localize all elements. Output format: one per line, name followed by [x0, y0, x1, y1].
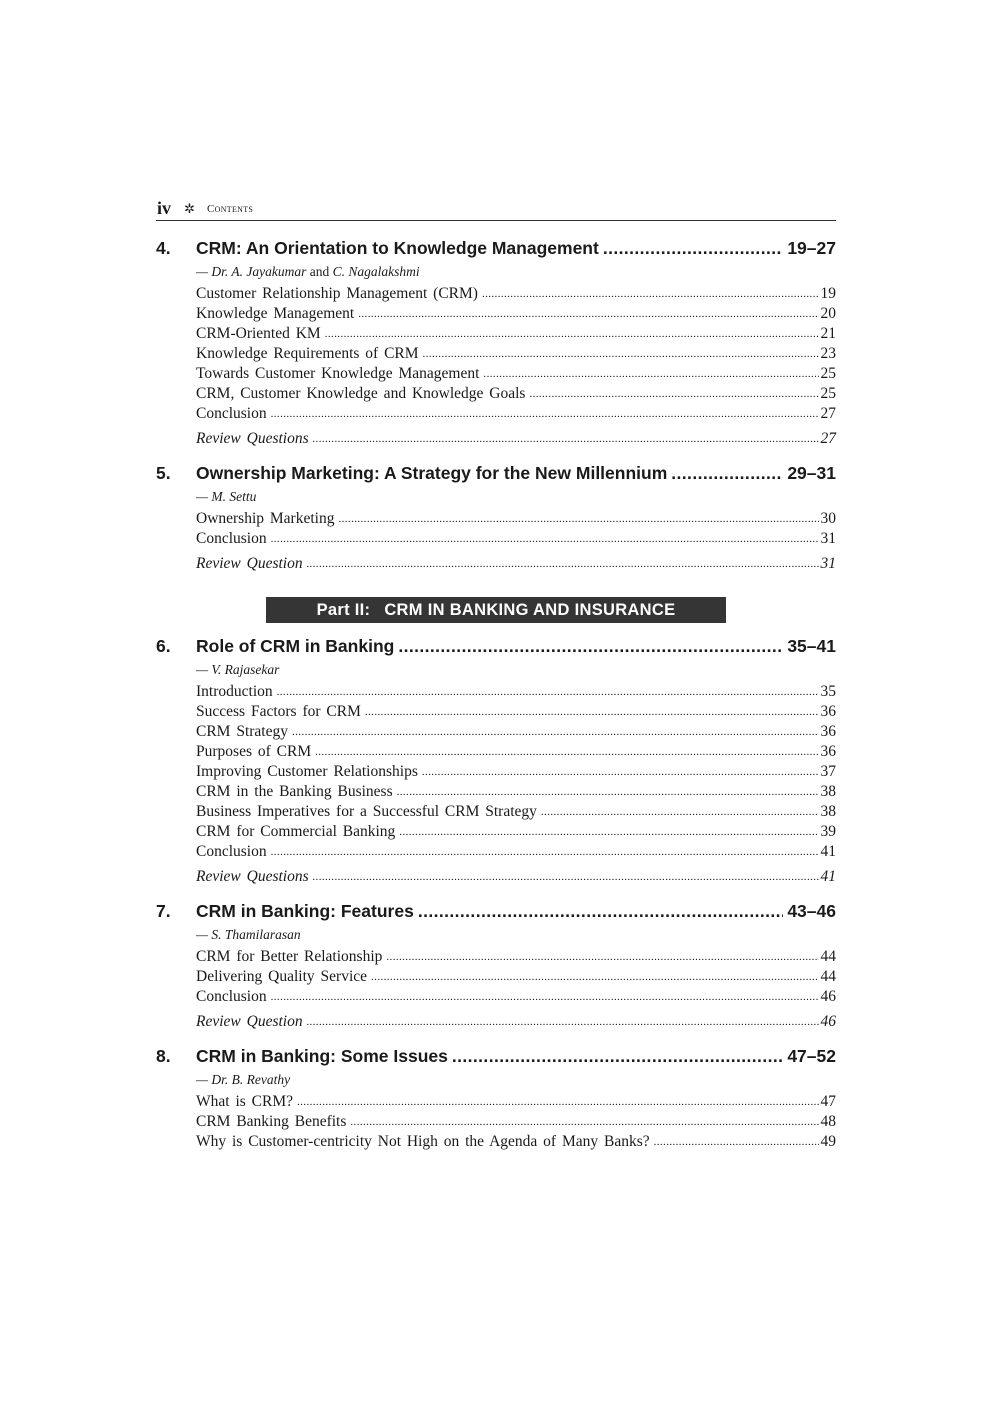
chapter-title: Ownership Marketing: A Strategy for the New Millennium: [196, 463, 668, 483]
ornament-icon: ✲: [184, 201, 195, 216]
chapter-7: [156, 901, 836, 1032]
chapter-title: Role of CRM in Banking: [196, 636, 395, 656]
part-title: CRM IN BANKING AND INSURANCE: [384, 601, 676, 619]
chapter-author: — M. Settu: [196, 489, 257, 504]
toc-entry[interactable]: Ownership Marketing ..... 30: [196, 509, 836, 529]
toc-entry[interactable]: CRM for Better Relationship ..... 44: [196, 947, 836, 967]
review-entry[interactable]: Review Questions ..... 27: [196, 429, 836, 449]
toc-entry[interactable]: CRM for Commercial Banking ..... 39: [196, 822, 836, 842]
toc-entry[interactable]: Knowledge Requirements of CRM ..... 23: [196, 344, 836, 364]
section-list: [196, 947, 836, 1032]
section-list: [196, 509, 836, 574]
toc-entry[interactable]: CRM in the Banking Business ..... 38: [196, 782, 836, 802]
toc-entry[interactable]: Towards Customer Knowledge Management ..... 25: [196, 364, 836, 384]
chapter-6: [156, 636, 836, 887]
chapter-title: CRM: An Orientation to Knowledge Management: [196, 238, 599, 258]
chapter-5: [156, 463, 836, 574]
chapter-pages: 29–31: [787, 463, 836, 483]
chapter-number: 8.: [156, 1046, 171, 1066]
toc-entry[interactable]: Customer Relationship Management (CRM) ..... 19: [196, 284, 836, 304]
review-entry[interactable]: Review Questions ..... 41: [196, 867, 836, 887]
chapter-number: 6.: [156, 636, 171, 656]
toc-entry[interactable]: Success Factors for CRM ..... 36: [196, 702, 836, 722]
section-list: [196, 284, 836, 449]
section-list: [196, 682, 836, 887]
toc-entry[interactable]: What is CRM? ..... 47: [196, 1092, 836, 1112]
toc-entry[interactable]: Introduction ..... 35: [196, 682, 836, 702]
chapter-pages: 43–46: [787, 901, 836, 921]
chapter-heading[interactable]: [156, 238, 836, 262]
chapter-author: — Dr. A. Jayakumar and C. Nagalakshmi: [196, 264, 420, 279]
chapter-heading[interactable]: [156, 636, 836, 660]
chapter-pages: 47–52: [787, 1046, 836, 1066]
toc-entry[interactable]: Purposes of CRM ..... 36: [196, 742, 836, 762]
chapter-pages: 19–27: [787, 238, 836, 258]
toc-entry[interactable]: Delivering Quality Service ..... 44: [196, 967, 836, 987]
toc-entry[interactable]: Why is Customer-centricity Not High on the Agenda of Many Banks? ..... 49: [196, 1132, 836, 1152]
chapter-heading[interactable]: [156, 463, 836, 487]
chapter-8: [156, 1046, 836, 1152]
running-head-title: Contents: [207, 203, 254, 215]
chapter-number: 5.: [156, 463, 171, 483]
chapter-4: [156, 238, 836, 449]
toc-entry[interactable]: Conclusion ..... 27: [196, 404, 836, 424]
chapter-number: 4.: [156, 238, 171, 258]
review-entry[interactable]: Review Question ..... 46: [196, 1012, 836, 1032]
chapter-title: CRM in Banking: Some Issues: [196, 1046, 448, 1066]
toc-entry[interactable]: Conclusion ..... 41: [196, 842, 836, 862]
chapter-author: — S. Thamilarasan: [196, 927, 301, 942]
toc-entry[interactable]: CRM Banking Benefits ..... 48: [196, 1112, 836, 1132]
page-folio: iv: [157, 198, 172, 218]
toc-entry[interactable]: CRM Strategy ..... 36: [196, 722, 836, 742]
toc-entry[interactable]: Improving Customer Relationships ..... 37: [196, 762, 836, 782]
toc-entry[interactable]: Business Imperatives for a Successful CRM Strategy ..... 38: [196, 802, 836, 822]
section-list: [196, 1092, 836, 1152]
chapter-heading[interactable]: [156, 1046, 836, 1070]
toc-entry[interactable]: Conclusion ..... 31: [196, 529, 836, 549]
chapter-author: — V. Rajasekar: [196, 662, 280, 677]
toc-entry[interactable]: Knowledge Management ..... 20: [196, 304, 836, 324]
toc-entry[interactable]: CRM, Customer Knowledge and Knowledge Goals ..... 25: [196, 384, 836, 404]
chapter-pages: 35–41: [787, 636, 836, 656]
toc-entry[interactable]: CRM-Oriented KM ..... 21: [196, 324, 836, 344]
chapter-title: CRM in Banking: Features: [196, 901, 414, 921]
chapter-author: — Dr. B. Revathy: [196, 1072, 291, 1087]
toc-entry[interactable]: Conclusion ..... 46: [196, 987, 836, 1007]
part-label: Part II:: [316, 601, 371, 619]
chapter-heading[interactable]: [156, 901, 836, 925]
review-entry[interactable]: Review Question ..... 31: [196, 554, 836, 574]
part-banner[interactable]: [266, 597, 726, 623]
chapter-number: 7.: [156, 901, 171, 921]
running-head: [156, 198, 836, 221]
